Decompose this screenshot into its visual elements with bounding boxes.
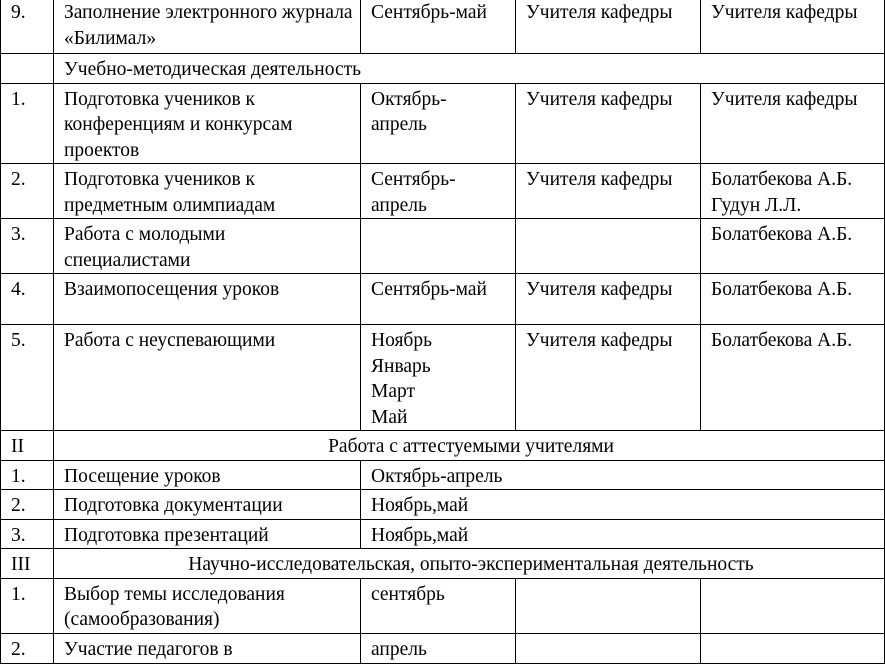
task-cell: Выбор темы исследования (самообразования) [54, 578, 361, 633]
table-row [1, 219, 885, 274]
period-cell: Сентябрь-май [361, 274, 516, 325]
row-number: 1. [1, 83, 54, 164]
responsible-cell: Болатбекова А.Б. Гудун Л.Л. [701, 164, 885, 219]
executors-cell: Учителя кафедры [516, 274, 701, 325]
table-row [1, 83, 885, 164]
responsible-cell: Учителя кафедры [701, 83, 885, 164]
row-number: 2. [1, 490, 54, 520]
table-row [1, 274, 885, 325]
task-cell: Подготовка учеников к конференциям и конкурсам проектов [54, 83, 361, 164]
row-number: 1. [1, 460, 54, 490]
row-number: 3. [1, 519, 54, 549]
period-cell: Ноябрь,май [361, 519, 885, 549]
row-number: 3. [1, 219, 54, 274]
executors-cell: Учителя кафедры [516, 0, 701, 54]
period-cell: Октябрь- апрель [361, 83, 516, 164]
period-cell: Сентябрь-май [361, 0, 516, 54]
task-cell: Взаимопосещения уроков [54, 274, 361, 325]
table-row [1, 633, 885, 663]
task-cell: Подготовка презентаций [54, 519, 361, 549]
row-number: 9. [1, 0, 54, 54]
task-cell: Подготовка документации [54, 490, 361, 520]
period-cell: апрель [361, 633, 516, 663]
table-row [1, 578, 885, 633]
row-number: 4. [1, 274, 54, 325]
task-cell: Участие педагогов в [54, 633, 361, 663]
section-number: III [1, 549, 54, 579]
section-title: Учебно-методическая деятельность [54, 54, 885, 84]
table-row [1, 460, 885, 490]
row-number: 2. [1, 164, 54, 219]
responsible-cell: Болатбекова А.Б. [701, 274, 885, 325]
period-cell: Ноябрь,май [361, 490, 885, 520]
task-cell: Работа с неуспевающими [54, 325, 361, 431]
section-number: II [1, 431, 54, 461]
responsible-cell: Болатбекова А.Б. [701, 219, 885, 274]
period-cell: Ноябрь Январь Март Май [361, 325, 516, 431]
task-cell: Заполнение электронного журнала «Билимал» [54, 0, 361, 54]
responsible-cell: Учителя кафедры [701, 0, 885, 54]
executors-cell [516, 578, 701, 633]
table-row [1, 490, 885, 520]
period-cell [361, 219, 516, 274]
section-number [1, 54, 54, 84]
table-row [1, 0, 885, 54]
executors-cell [516, 633, 701, 663]
executors-cell: Учителя кафедры [516, 83, 701, 164]
table-row [1, 164, 885, 219]
task-cell: Подготовка учеников к предметным олимпиадам [54, 164, 361, 219]
period-cell: Октябрь-апрель [361, 460, 885, 490]
section-title: Работа с аттестуемыми учителями [54, 431, 885, 461]
section-header-row [1, 54, 885, 84]
executors-cell: Учителя кафедры [516, 325, 701, 431]
responsible-cell: Болатбекова А.Б. [701, 325, 885, 431]
period-cell: сентябрь [361, 578, 516, 633]
section-header-row [1, 549, 885, 579]
section-title: Научно-исследовательская, опыто-экспериментальная деятельность [54, 549, 885, 579]
row-number: 2. [1, 633, 54, 663]
period-cell: Сентябрь- апрель [361, 164, 516, 219]
row-number: 5. [1, 325, 54, 431]
table-row [1, 519, 885, 549]
executors-cell [516, 219, 701, 274]
row-number: 1. [1, 578, 54, 633]
task-cell: Посещение уроков [54, 460, 361, 490]
responsible-cell [701, 578, 885, 633]
responsible-cell [701, 633, 885, 663]
task-cell: Работа с молодыми специалистами [54, 219, 361, 274]
executors-cell: Учителя кафедры [516, 164, 701, 219]
table-row [1, 325, 885, 431]
section-header-row [1, 431, 885, 461]
